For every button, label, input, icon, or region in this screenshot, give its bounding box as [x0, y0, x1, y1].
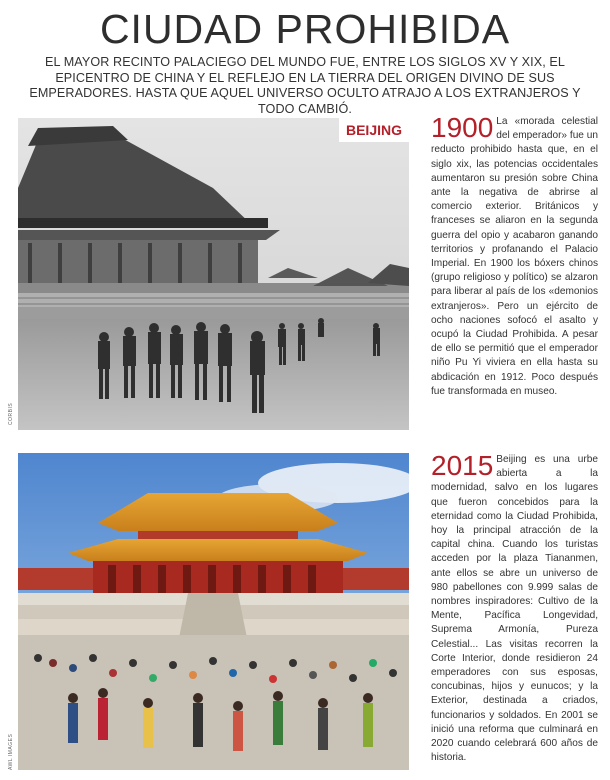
page-subtitle: EL MAYOR RECINTO PALACIEGO DEL MUNDO FUE, ENTRE LOS SIGLOS XV Y XIX, EL EPICENTRO DE CHINA Y EL REFLEJO EN LA TIERRA DEL ORIGEN DIVINO DE SUS EMPERADORES. HASTA QUE AQUEL UNIVERSO OCULTO ATRAJO A LOS EXTRANJEROS Y TODO CAMBIÓ. — [29, 55, 581, 116]
section-1900-text: La «morada celestial del emperador» fue un reducto prohibido hasta que, en el siglo xix, las potencias occidentales aumentaron su presión sobre China ante la negativa de abrirse al comercio exterior. Británicos y franceses se aliaron en la segunda guerra del opio y acabaron ganando territorios y profanando el Palacio Imperial. En 1900 los bóxers chinos (grupo religioso y político) se alzaron para liberar al país de los «demonios extranjeros». Pero un ejército de ocho naciones sofocó el asalto y ocupó la Ciudad Prohibida. A pesar de ello se permitió que el emperador niño Pu Yi viviera en ella hasta su abdicación en 1912. Poco después fue transformada en museo. — [431, 116, 598, 397]
photo-1900-soldiers — [18, 118, 409, 430]
page-title: CIUDAD PROHIBIDA — [99, 6, 511, 52]
photo-2015-palace — [18, 453, 409, 770]
section-2015 — [431, 450, 598, 765]
photo-credit-1900: CORBIS — [8, 402, 14, 425]
location-badge: BEIJING — [339, 118, 409, 142]
section-1900 — [431, 112, 598, 399]
photo-credit-2015: AWL IMAGES — [8, 733, 14, 770]
year-2015: 2015 — [431, 450, 494, 481]
section-2015-text: Beijing es una urbe abierta a la modernidad, salvo en los lugares que fueron concebidos para la eternidad como la Ciudad Prohibida, hoy la principal atracción de la capital china. Cuando los turistas acceden por la plaza Tiananmen, ante ellos se abre un universo de 980 pabellones con 9.999 salas de nombres inspiradores: Cultivo de la Mente, Pacífica Longevidad, Suprema Armonía, Pureza Celestial... Las visitas recorren la Corte Interior, donde residieron 24 emperadores con sus esposas, concubinas, hijos y eunucos; y la Exterior, destinada a criados, funcionarios y soldados. En 2001 se inició una reforma que culminará en 2020 cuando celebrará 600 años de historia. — [431, 454, 598, 764]
year-1900: 1900 — [431, 112, 494, 143]
